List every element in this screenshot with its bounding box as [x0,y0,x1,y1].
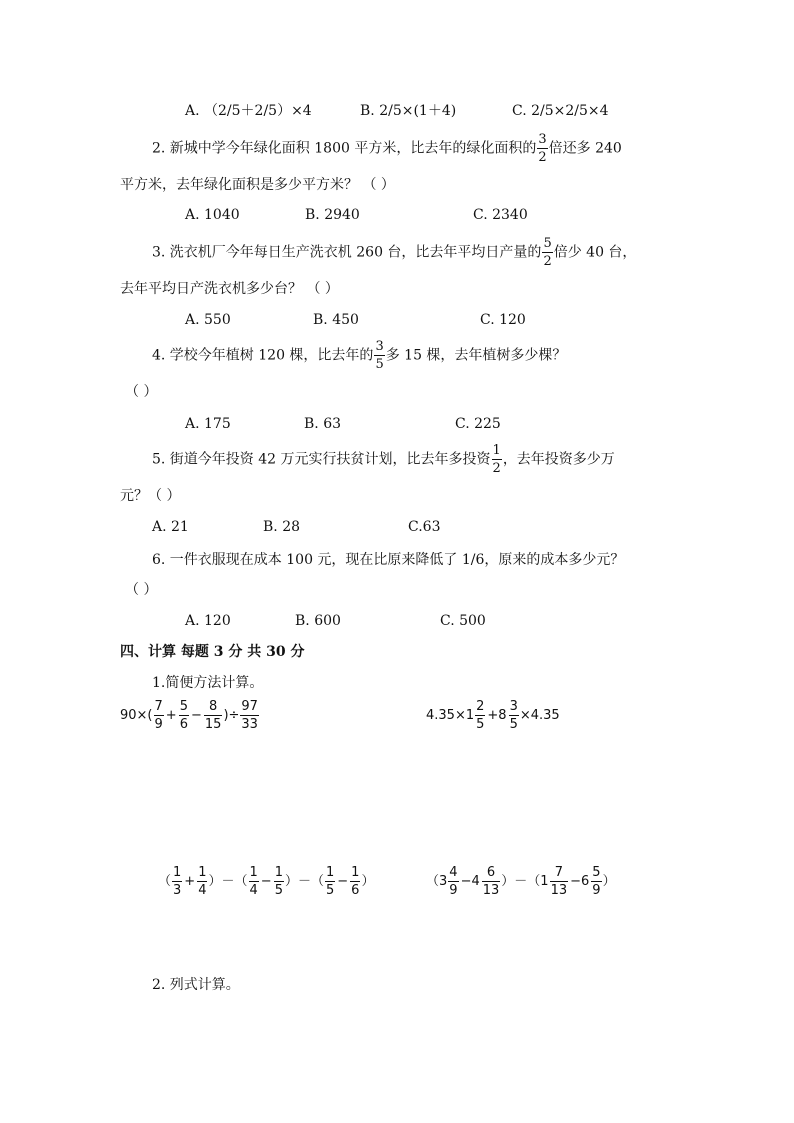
expr1-frac3-den: 15 [204,717,222,732]
q5-option-a: A. 21 [152,519,189,535]
expr4-b2-num: 5 [592,865,601,880]
q5-line2: 元？（ ） [120,488,181,504]
section-4-sub1: 1.简便方法计算。 [152,675,264,691]
expr1-frac2 [179,700,189,731]
expr1-frac1 [154,700,164,731]
expr2-frac2-den: 5 [509,717,518,732]
expr4-frac-b2 [591,866,601,897]
q1-option-b: B. 2/5×(1＋4) [360,103,457,119]
q3-option-c: C. 120 [480,312,526,328]
q5-line1 [152,444,615,475]
q5-frac-num: 1 [492,443,501,458]
expr4-a2-num: 6 [486,865,496,880]
q4-frac-num: 3 [375,339,384,354]
q4-frac-den: 5 [375,357,384,372]
expr1-frac1-num: 7 [154,699,163,714]
expr4-frac-a2 [482,866,501,897]
expr4-a1-num: 4 [449,865,458,880]
expr3-plus: + [184,874,196,889]
expr3-minus1: − [260,874,272,889]
q2-option-b: B. 2940 [305,207,360,223]
expr3-paren4: ） [361,874,375,889]
q2-frac-den: 2 [538,150,547,165]
expr4-frac-a1 [448,866,458,897]
q6-option-b: B. 600 [295,613,341,629]
expr1-frac1-den: 9 [154,717,163,732]
expr4-minus1: −4 [460,874,480,889]
q4-option-b: B. 63 [304,416,342,432]
expr3-b2-den: 5 [274,883,283,898]
q2-option-a: A. 1040 [185,207,240,223]
expr2-op: +8 [487,708,507,723]
expr1-frac3 [204,700,223,731]
q4-option-c: C. 225 [455,416,501,432]
expr2 [426,700,560,731]
expr4-paren2: ）－（1 [501,874,549,889]
q5-frac-den: 2 [492,461,501,476]
expr3-c2-num: 1 [351,865,360,880]
expr1-close: )÷ [223,708,240,723]
q1-option-c: C. 2/5×2/5×4 [512,103,609,119]
q5-text-before: 5. 街道今年投资 42 万元实行扶贫计划，比去年多投资 [152,451,491,468]
q3-line1 [152,237,636,268]
expr3-a2-num: 1 [198,865,207,880]
expr2-frac1 [475,700,485,731]
expr4-b1-den: 13 [550,883,568,898]
q3-frac-den: 2 [543,254,552,269]
q2-text-after: 倍还多 240 [548,140,622,157]
section-4-title: 四、计算 每题 3 分 共 30 分 [120,644,305,660]
q3-frac-num: 5 [543,236,552,251]
expr2-a: 4.35×1 [426,708,475,723]
expr3-paren2: ）－（ [208,874,248,889]
expr3-c1-den: 5 [325,883,335,898]
expr2-frac1-num: 2 [476,699,485,714]
expr3-b1-num: 1 [249,865,258,880]
q2-frac-num: 3 [538,132,547,147]
q4-fraction [374,340,384,371]
expr3-frac-c1 [325,866,335,897]
section-4-sub2: 2. 列式计算。 [152,977,240,993]
expr3-b2-num: 1 [274,865,283,880]
expr3 [158,866,374,897]
expr4-frac-b1 [550,866,569,897]
q2-line1 [152,133,622,164]
expr2-frac2-num: 3 [509,699,518,714]
expr1 [120,700,260,731]
expr3-a2-den: 4 [198,883,207,898]
expr1-lead: 90×( [120,708,153,723]
expr3-a1-num: 1 [173,865,182,880]
expr4-a1-den: 9 [449,883,458,898]
q6-option-a: A. 120 [185,613,231,629]
expr1-frac2-den: 6 [179,717,188,732]
q4-option-a: A. 175 [185,416,231,432]
expr4 [426,866,616,897]
expr2-frac2 [509,700,519,731]
expr4-paren1: （3 [426,874,448,889]
q5-option-c: C.63 [408,519,441,535]
q3-option-b: B. 450 [313,312,359,328]
expr1-op2: − [190,708,202,723]
expr1-frac3-num: 8 [209,699,218,714]
q5-option-b: B. 28 [263,519,301,535]
q3-fraction [542,237,552,268]
q2-option-c: C. 2340 [473,207,528,223]
expr2-frac1-den: 5 [476,717,485,732]
q3-text-before: 3. 洗衣机厂今年每日生产洗衣机 260 台，比去年平均日产量的 [152,244,542,261]
expr2-tail: ×4.35 [519,708,560,723]
expr4-b1-num: 7 [554,865,563,880]
expr1-op1: + [165,708,177,723]
q3-text-after: 倍少 40 台， [553,244,637,261]
q4-text-before: 4. 学校今年植树 120 棵，比去年的 [152,347,374,364]
expr3-frac-a2 [197,866,207,897]
expr3-a1-den: 3 [173,883,182,898]
q3-line2: 去年平均日产洗衣机多少台？ （ ） [120,281,339,297]
expr3-paren1: （ [158,874,172,889]
q6-option-c: C. 500 [440,613,486,629]
expr3-frac-b2 [274,866,284,897]
q6-line2: （ ） [125,582,158,598]
q2-line2: 平方米，去年绿化面积是多少平方米？ （ ） [120,177,395,193]
expr4-b2-den: 9 [592,883,601,898]
expr3-frac-a1 [172,866,182,897]
expr1-frac4-den: 33 [241,717,258,732]
expr3-c2-den: 6 [351,883,360,898]
expr3-minus2: − [337,874,349,889]
expr3-frac-c2 [350,866,360,897]
expr1-frac4 [240,700,259,731]
expr4-a2-den: 13 [482,883,500,898]
expr1-frac4-num: 97 [241,699,258,714]
expr3-paren3: ）－（ [284,874,324,889]
q6-line1: 6. 一件衣服现在成本 100 元，现在比原来降低了 1/6，原来的成本多少元？ [152,552,625,568]
q1-option-a: A. （2/5＋2/5）×4 [185,103,312,119]
q5-fraction [492,444,502,475]
expr3-b1-den: 4 [249,883,258,898]
expr3-c1-num: 1 [325,865,335,880]
q2-text-before: 2. 新城中学今年绿化面积 1800 平方米，比去年的绿化面积的 [152,140,537,157]
q4-line1 [152,340,566,371]
q2-fraction [537,133,547,164]
q5-text-after: ，去年投资多少万 [502,451,615,468]
q4-text-after: 多 15 棵，去年植树多少棵？ [385,347,567,364]
expr1-frac2-num: 5 [179,699,188,714]
expr4-minus2: −6 [570,874,590,889]
expr4-paren3: ） [602,874,616,889]
q3-option-a: A. 550 [185,312,231,328]
expr3-frac-b1 [249,866,259,897]
q4-line2: （ ） [125,384,158,400]
